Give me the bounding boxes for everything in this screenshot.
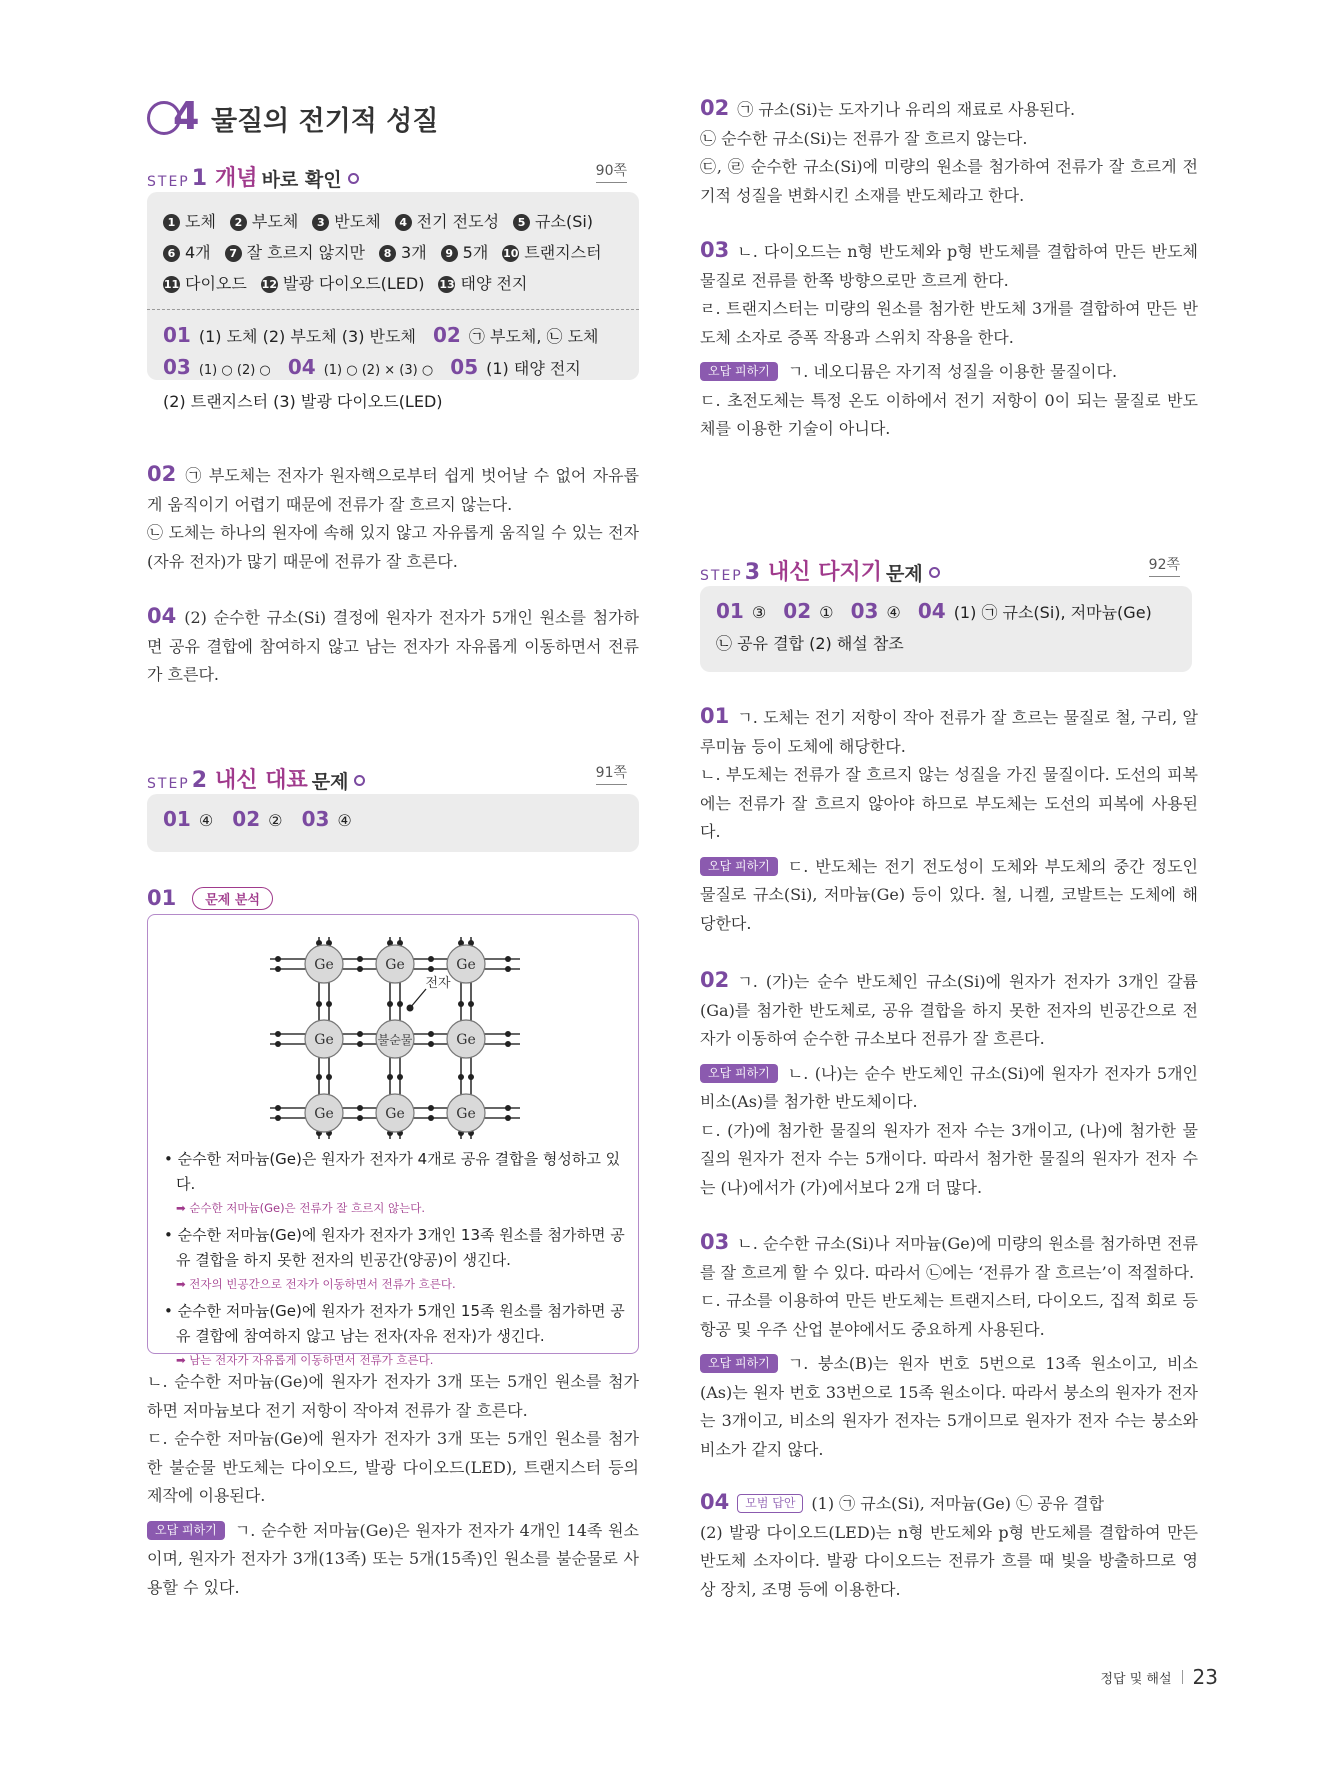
step3-block	[700, 554, 1192, 672]
step-dot-icon	[929, 567, 940, 578]
number-bullet-icon: 7	[225, 245, 242, 262]
number-bullet-icon: 1	[163, 214, 180, 231]
electron-dot	[326, 1074, 332, 1080]
page-ref: 90쪽	[596, 160, 627, 183]
explanation-s3-03: 03 ㄴ. 순수한 규소(Si)나 저마늄(Ge)에 미량의 원소를 첨가하면 전류를 잘 흐르게 할 수 있다. 따라서 ㉡에는 ‘전류가 잘 흐르는’이 적절하다. ㄷ. 규소를 이용하여 만든 반도체는 트랜지스터, 다이오드, 집적 회로 등 항공 및 우주 산업 분야에서도 중요하게 사용된다. 오답 피하기 ㄱ. 붕소(B)는 원자 번호 5번으로 13족 원소이고, 비소(As)는 원자 번호 33번으로 15족 원소이다. 따라서 붕소의 원자가 전자는 3개이고, 비소의 원자가 전자는 5개이므로 원자가 전자 수는 붕소와 비소가 같지 않다.	[700, 1230, 1198, 1459]
electron-dot	[468, 1074, 474, 1080]
electron-dot	[397, 1074, 403, 1080]
number-bullet-icon: 5	[513, 214, 530, 231]
key-item: 11 다이오드	[163, 274, 247, 293]
electron-dot	[357, 1031, 363, 1037]
electron-pointer	[410, 989, 426, 1008]
atom-label: Ge	[314, 1032, 334, 1048]
explanation-s3-01: 01 ㄱ. 도체는 전기 저항이 작아 전류가 잘 흐르는 물질로 철, 구리, 알루미늄 등이 도체에 해당한다. ㄴ. 부도체는 전류가 잘 흐르지 않는 성질을 가진 물질이다. 도선의 피복에는 전류가 잘 흐르지 않아야 하므로 부도체는 도선의 피복에 사용된다. 오답 피하기 ㄷ. 반도체는 전기 전도성이 도체와 부도체의 중간 정도인 물질로 규소(Si), 저마늄(Ge) 등이 있다. 철, 니켈, 코발트는 도체에 해당한다.	[700, 704, 1198, 933]
answer-row: 03 (1) ○ (2) ○ 04 (1) ○ (2) × (3) ○ 05 (1) 태양 전지	[163, 355, 581, 379]
electron-dot	[387, 1074, 393, 1080]
analysis-box	[147, 914, 639, 1367]
electron-dot	[505, 966, 511, 972]
electron-dot	[505, 956, 511, 962]
electron-dot	[505, 1041, 511, 1047]
model-answer-tag: 모범 답안	[737, 1494, 803, 1513]
page-ref: 91쪽	[596, 762, 627, 785]
key-item: 13 태양 전지	[439, 274, 528, 293]
electron-dot	[458, 1001, 464, 1007]
step3-header: STEP 3 내신 다지기 문제 92쪽	[700, 554, 1192, 584]
step2-block	[147, 762, 639, 852]
key-row-3	[163, 268, 623, 299]
key-item: 4 전기 전도성	[395, 212, 499, 231]
key-item: 6 4개	[163, 243, 211, 262]
step3-box: 01 ③ 02 ① 03 ④ 04 (1) ㉠ 규소(Si), 저마늄(Ge) ㉡ 공유 결합 (2) 해설 참조	[700, 586, 1192, 672]
number-bullet-icon: 10	[503, 247, 519, 260]
key-item: 8 3개	[379, 243, 427, 262]
germanium-lattice-diagram	[148, 915, 637, 1143]
atom-label: Ge	[385, 1106, 405, 1122]
key-item: 10 트랜지스터	[503, 243, 602, 262]
electron-dot	[468, 1001, 474, 1007]
key-item: 2 부도체	[230, 212, 298, 231]
electron-dot	[275, 1031, 281, 1037]
number-bullet-icon: 6	[163, 245, 180, 262]
electron-dot	[387, 1001, 393, 1007]
wrong-answer-tag: 오답 피하기	[700, 1354, 778, 1373]
electron-dot	[326, 1001, 332, 1007]
electron-dot	[428, 956, 434, 962]
explanation-s3-02: 02 ㄱ. (가)는 순수 반도체인 규소(Si)에 원자가 전자가 3개인 갈륨(Ga)를 첨가한 반도체로, 공유 결합을 하지 못한 전자의 빈공간으로 전자가 이동하여 순수한 규소보다 전류가 잘 흐른다. 오답 피하기 ㄴ. (나)는 순수 반도체인 규소(Si)에 원자가 전자가 5개인 비소(As)를 첨가한 반도체이다. ㄷ. (가)에 첨가한 물질의 원자가 전자 수는 3개이고, (나)에 첨가한 물질의 원자가 전자 수는 5개이다. 따라서 첨가한 물질의 원자가 전자 수는 (나)에서가 (가)에서보다 2개 더 많다.	[700, 968, 1198, 1197]
electron-dot	[428, 1115, 434, 1121]
analysis-note: ➡ 전자의 빈공간으로 전자가 이동하면서 전류가 흐른다.	[176, 1277, 456, 1291]
number-bullet-icon: 4	[395, 214, 412, 231]
analysis-header: 01 문제 분석	[147, 886, 273, 910]
step2-box: 01 ④ 02 ② 03 ④	[147, 794, 639, 852]
electron-dot	[316, 1074, 322, 1080]
analysis-note: ➡ 남는 전자가 자유롭게 이동하면서 전류가 흐른다.	[176, 1353, 434, 1367]
atom-label: Ge	[314, 957, 334, 973]
analysis-item: • 순수한 저마늄(Ge)에 원자가 전자가 5개인 15족 원소를 첨가하면 공유 결합에 참여하지 않고 남는 전자(자유 전자)가 생긴다.	[164, 1302, 625, 1345]
explanation-02: 02 ㉠ 부도체는 전자가 원자핵으로부터 쉽게 벗어날 수 없어 자유롭게 움직이기 어렵기 때문에 전류가 잘 흐르지 않는다. ㉡ 도체는 하나의 원자에 속해 있지 않고 자유롭게 움직일 수 있는 전자(자유 전자)가 많기 때문에 전류가 잘 흐른다.	[147, 462, 639, 571]
step1-header: STEP 1 개념 바로 확인 90쪽	[147, 160, 639, 190]
electron-dot	[428, 1031, 434, 1037]
electron-dot	[357, 1041, 363, 1047]
wrong-answer-tag: 오답 피하기	[700, 1064, 778, 1083]
electron-dot	[275, 966, 281, 972]
free-electron-dot	[407, 1005, 414, 1012]
electron-dot	[505, 1031, 511, 1037]
page-ref: 92쪽	[1149, 554, 1180, 577]
electron-dot	[316, 1001, 322, 1007]
analysis-list	[164, 1147, 630, 1375]
explanation-r03: 03 ㄴ. 다이오드는 n형 반도체와 p형 반도체를 결합하여 만든 반도체 물질로 전류를 한쪽 방향으로만 흐르게 한다. ㄹ. 트랜지스터는 미량의 원소를 첨가한 반도체 3개를 결합하여 만든 반도체 소자로 증폭 작용과 스위치 작용을 한다. 오답 피하기 ㄱ. 네오디뮴은 자기적 성질을 이용한 물질이다. ㄷ. 초전도체는 특정 온도 이하에서 전기 저항이 0이 되는 물질로 반도체를 이용한 기술이 아니다.	[700, 238, 1198, 438]
electron-dot	[357, 956, 363, 962]
divider	[147, 309, 639, 310]
analysis-pill: 문제 분석	[192, 887, 273, 910]
electron-dot	[428, 1041, 434, 1047]
step-dot-icon	[348, 173, 359, 184]
analysis-item: • 순수한 저마늄(Ge)에 원자가 전자가 3개인 13족 원소를 첨가하면 공유 결합을 하지 못한 전자의 빈공간(양공)이 생긴다.	[164, 1226, 625, 1269]
electron-label: 전자	[425, 976, 451, 991]
key-item: 3 반도체	[312, 212, 380, 231]
step-dot-icon	[354, 775, 365, 786]
electron-dot	[357, 1105, 363, 1111]
wrong-answer-tag: 오답 피하기	[700, 857, 778, 876]
electron-dot	[275, 1041, 281, 1047]
electron-dot	[275, 956, 281, 962]
wrong-answer-tag: 오답 피하기	[700, 362, 778, 381]
explanation-r02: 02 ㉠ 규소(Si)는 도자기나 유리의 재료로 사용된다. ㉡ 순수한 규소(Si)는 전류가 잘 흐르지 않는다. ㉢, ㉣ 순수한 규소(Si)에 미량의 원소를 첨가하여 전류가 잘 흐르게 전기적 성질을 변화시킨 소재를 반도체라고 한다.	[700, 96, 1198, 205]
key-row-2	[163, 237, 623, 268]
explanation-s3-04: 04 모범 답안 (1) ㉠ 규소(Si), 저마늄(Ge) ㉡ 공유 결합 (2) 발광 다이오드(LED)는 n형 반도체와 p형 반도체를 결합하여 만든 반도체 소자이다. 발광 다이오드는 전류가 흐를 때 빛을 방출하므로 영상 장치, 조명 등에 이용한다.	[700, 1490, 1198, 1599]
number-bullet-icon: 11	[163, 278, 180, 291]
impurity-label: 불순물	[377, 1033, 413, 1047]
section-number: 4	[147, 98, 205, 138]
analysis-item: • 순수한 저마늄(Ge)은 원자가 전자가 4개로 공유 결합을 형성하고 있다.	[164, 1150, 621, 1193]
number-bullet-icon: 12	[261, 278, 277, 291]
analysis-note: ➡ 순수한 저마늄(Ge)은 전류가 잘 흐르지 않는다.	[176, 1201, 426, 1215]
key-item: 9 5개	[441, 243, 489, 262]
electron-dot	[505, 1105, 511, 1111]
electron-dot	[505, 1115, 511, 1121]
explanation-01-tail: ㄴ. 순수한 저마늄(Ge)에 원자가 전자가 3개 또는 5개인 원소를 첨가하면 저마늄보다 전기 저항이 작아져 전류가 잘 흐른다. ㄷ. 순수한 저마늄(Ge)에 원자가 전자가 3개 또는 5개인 원소를 첨가한 불순물 반도체는 다이오드, 발광 다이오드(LED), 트랜지스터 등의 제작에 이용된다. 오답 피하기 ㄱ. 순수한 저마늄(Ge)은 원자가 전자가 4개인 14족 원소이며, 원자가 전자가 3개(13족) 또는 5개(15족)인 원소를 불순물로 사용할 수 있다.	[147, 1372, 639, 1597]
number-bullet-icon: 2	[230, 214, 247, 231]
electron-dot	[275, 1105, 281, 1111]
key-item: 7 잘 흐르지 않지만	[225, 243, 365, 262]
step2-header: STEP 2 내신 대표 문제 91쪽	[147, 762, 639, 792]
key-item: 1 도체	[163, 212, 216, 231]
electron-dot	[357, 966, 363, 972]
electron-dot	[458, 1074, 464, 1080]
electron-dot	[275, 1115, 281, 1121]
number-bullet-icon: 8	[379, 245, 396, 262]
number-bullet-icon: 13	[439, 278, 455, 291]
key-item: 5 규소(Si)	[513, 212, 593, 231]
explanation-04: 04 (2) 순수한 규소(Si) 결정에 원자가 전자가 5개인 원소를 첨가하면 공유 결합에 참여하지 않고 남는 전자가 자유롭게 이동하면서 전류가 흐른다.	[147, 604, 639, 684]
electron-dot	[428, 966, 434, 972]
page-number: 23	[1192, 1665, 1218, 1689]
wrong-answer-tag: 오답 피하기	[147, 1521, 225, 1540]
electron-dot	[428, 1105, 434, 1111]
atom-label: Ge	[456, 1032, 476, 1048]
electron-dot	[357, 1115, 363, 1121]
section-heading: 물질의 전기적 성질	[211, 105, 439, 137]
step1-block	[147, 160, 639, 411]
section-title	[147, 94, 439, 138]
number-bullet-icon: 9	[441, 245, 458, 262]
key-row-1	[163, 206, 623, 237]
step1-box	[147, 192, 639, 411]
atom-label: Ge	[456, 1106, 476, 1122]
atom-label: Ge	[314, 1106, 334, 1122]
answer-row: (2) 트랜지스터 (3) 발광 다이오드(LED)	[163, 392, 443, 411]
atom-label: Ge	[456, 957, 476, 973]
atom-label: Ge	[385, 957, 405, 973]
number-bullet-icon: 3	[312, 214, 329, 231]
electron-dot	[397, 1001, 403, 1007]
answer-row: 01 (1) 도체 (2) 부도체 (3) 반도체 02 ㉠ 부도체, ㉡ 도체	[163, 323, 599, 347]
page-footer: 정답 및 해설 23	[1100, 1665, 1218, 1689]
key-item: 12 발광 다이오드(LED)	[261, 274, 425, 293]
